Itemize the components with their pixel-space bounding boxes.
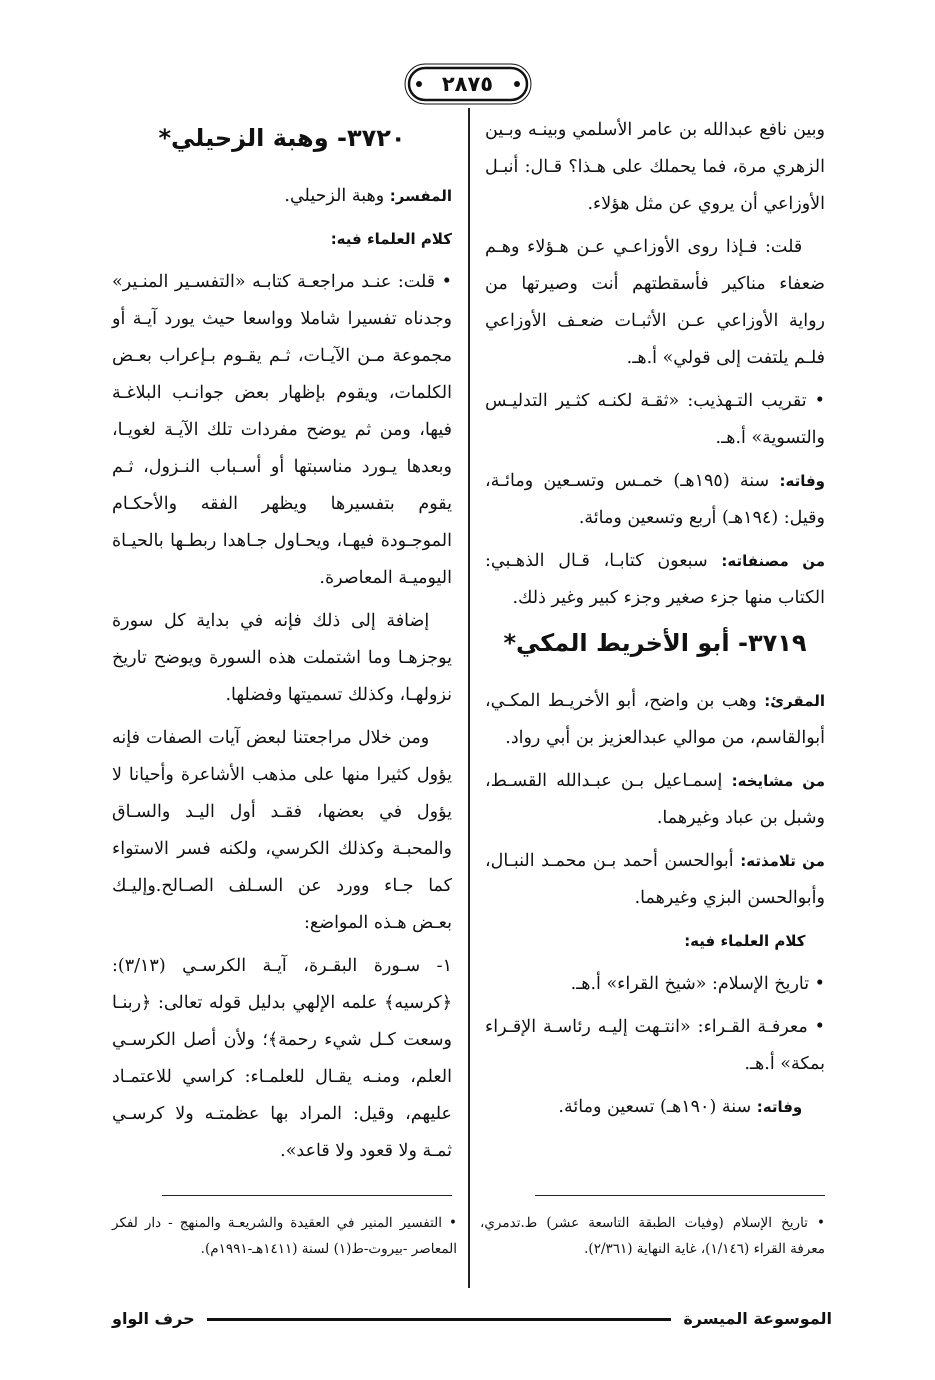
page-number-badge [403,62,533,106]
column-divider [468,108,470,1288]
footer-section-title: حرف الواو [112,1309,195,1328]
field-value: سبعون كتابـا، قـال الذهـبي: الكتاب منها جزء صغير وجزء كبير وغير ذلك. [485,551,825,608]
left-column [112,112,452,1176]
field-value: وهب بن واضح، أبو الأخريـط المكـي، أبوالقاسم، من موالي عبدالعزيز بن أبي رواد. [485,691,825,748]
field-value: وهبة الزحيلي. [284,186,385,206]
bullet-paragraph: • تاريخ الإسلام: «شيخ القراء» أ.هـ. [570,974,825,994]
page-number: ٢٨٧٥ [441,72,494,96]
paragraph: إضافة إلى ذلك فإنه في بداية كل سورة يوجزهـا وما اشتملت هذه السورة ويوضح تاريخ نزولهـا، وكذلك تسميتها وفضلها. [112,611,452,705]
field-label: وفاته: [756,1098,803,1116]
field-value: إسمـاعيل بـن عبـدالله القسـط، وشبل بن عباد وغيرهما. [485,771,825,828]
field-label: من مصنفاته: [721,552,825,570]
field-label: من مشايخه: [731,772,825,790]
footnote-rule [535,1195,825,1196]
field-label: وفاته: [779,472,825,490]
paragraph: وبين نافع عبدالله بن عامر الأسلمي وبينـه وبـين الزهري مرة، فما يحملك على هـذا؟ قـال: أنبـل الأوزاعي أن يروي عن مثل هؤلاء. [485,120,825,214]
section-label: كلام العلماء فيه: [684,932,806,950]
section-label: كلام العلماء فيه: [330,230,452,248]
footnote: • التفسير المنير في العقيدة والشريعـة والمنهج - دار لفكر المعاصر -بيروت-ط(١) لسنة (١٤١١هـ-١٩٩١م). [112,1215,457,1257]
field-label: المقرئ: [764,692,825,710]
bullet-paragraph: • معرفـة القـراء: «انتـهت إليـه رئاسـة الإقـراء بمكة» أ.هـ. [485,1017,825,1074]
bullet-paragraph: • قلت: عنـد مراجعـة كتابـه «التفسـير المنـير» وجدناه تفسيرا شاملا وواسعا حيث يورد آيـة أو مجموعة مـن الآيـات، ثـم يقـوم بـإعراب بعـض الكلمات، ويقوم بإظهار بعض جوانـب البلاغـة فيها، ومن ثم يوضح مفردات تلك الآيـة لغويـا، وبعدها يـورد مناسبتها أو أسـباب النـزول، ثـم يقوم بتفسيرها ويظهر الفقه والأحكـام الموجـودة فيهـا، ويحـاول جـاهدا ربطـها بالحيـاة اليوميـة المعاصرة. [112,272,452,588]
field-label: المفسر: [389,187,452,205]
paragraph: ١- سـورة البقـرة، آيـة الكرسـي (٣/١٣): ﴿كرسيه﴾ علمه الإلهي بدليل قوله تعالى: ﴿ربنـا وسعت كـل شيء رحمة﴾؛ ولأن أصل الكرسـي العلم، ومنـه يقـال للعلمـاء: كراسي للاعتمـاد عليهم، وقيل: المراد بها عظمتـه ولا كرسـي ثمـة ولا قعود ولا قاعد». [112,956,452,1161]
field-value: سنة (١٩٠هـ) تسعين ومائة. [558,1097,752,1117]
entry-heading: ٣٧٢٠- وهبة الزحيلي* [158,124,406,152]
right-column [485,112,825,1132]
page-footer [112,1298,832,1328]
paragraph: قلت: فـإذا روى الأوزاعـي عـن هـؤلاء وهـم ضعفاء مناكير فأسقطتهم أنت وصيرتها من رواية الأوزاعي عـن الأثبـات ضعـف الأوزاعي فلـم يلتفت إلى قولي» أ.هـ. [485,237,825,368]
field-value: أبوالحسن أحمد بـن محمـد النبـال، وأبوالحسن البزي وغيرهما. [485,851,825,908]
footnote: • تاريخ الإسلام (وفيات الطبقة التاسعة عشر) ط.تدمري، معرفة القراء (١/١٤٦)، غاية النهاية (٢/٣٦١). [480,1215,825,1257]
footer-rule [207,1318,672,1321]
footer-book-title: الموسوعة الميسرة [683,1309,832,1328]
footnote-rule [162,1195,452,1196]
entry-heading: ٣٧١٩- أبو الأخريط المكي* [503,629,807,657]
paragraph: ومن خلال مراجعتنا لبعض آيات الصفات فإنه يؤول كثيرا منها على مذهب الأشاعرة وأحيانا لا يؤول في بعضها، فقـد أول اليـد والسـاق والمحبـة وكذلك الكرسي، ولكنه فسر الاستواء كما جـاء وورد عن السـلف الصـالح.وإليـك بعـض هـذه المواضع: [112,728,452,933]
field-value: سنة (١٩٥هـ) خمـس وتسـعين ومائـة، وقيل: (١٩٤هـ) أربع وتسعين ومائة. [485,471,825,528]
bullet-paragraph: • تقريب التـهذيب: «ثقـة لكنـه كثـير التدليـس والتسوية» أ.هـ. [485,391,825,448]
field-label: من تلامذته: [740,852,825,870]
